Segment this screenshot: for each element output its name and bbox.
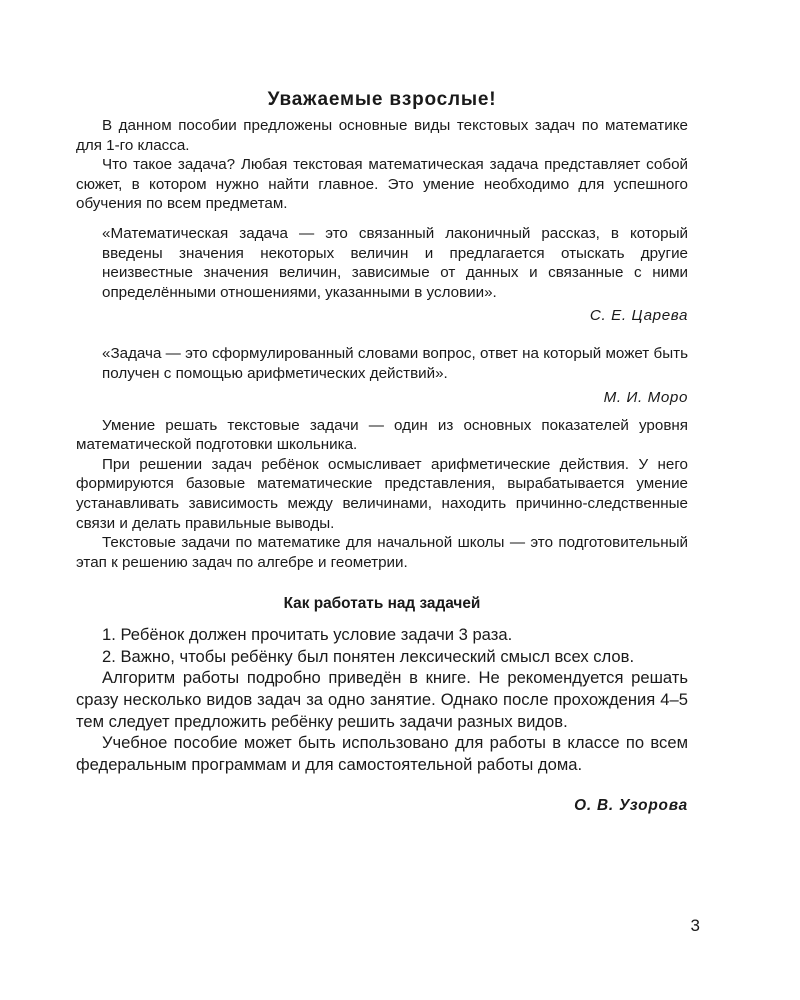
section-heading: Как работать над задачей (283, 595, 481, 613)
body-paragraph: Текстовые задачи по математике для начальной школы — это подготовительный этап к решению задач по алгебре и геометрии. (76, 534, 688, 571)
howto-paragraph: 2. Важно, чтобы ребёнку был понятен лексический смысл всех слов. (102, 646, 635, 666)
body-paragraph: Умение решать текстовые задачи — один из основных показателей уровня математической подготовки школьника. (76, 416, 688, 454)
quote-author: С. Е. Царева (589, 307, 688, 325)
intro-paragraph: В данном пособии предложены основные виды текстовых задач по математике для 1-го класса. (76, 117, 688, 154)
intro-section (76, 116, 688, 214)
page-title: Уважаемые взрослые! (267, 89, 497, 110)
howto-paragraph: Учебное пособие может быть использовано для работы в классе по всем федеральным программам и для самостоятельной работы дома. (76, 733, 688, 774)
page-content (76, 88, 688, 815)
quote-tsareva (76, 224, 688, 326)
body-paragraph: При решении задач ребёнок осмысливает арифметические действия. У него формируются базовые математические представления, вырабатывается умение устанавливать зависимость между величинами, находить причинно-следственные связи и делать правильные выводы. (76, 455, 688, 532)
howto-paragraph: Алгоритм работы подробно приведён в книге. Не рекомендуется решать сразу несколько видов задач за одно занятие. Однако после прохождения 4–5 тем следует предложить ребёнку решить задачи разных видов. (76, 668, 688, 731)
intro-paragraph: Что такое задача? Любая текстовая математическая задача представляет собой сюжет, в котором нужно найти главное. Это умение необходимо для успешного обучения по всем предметам. (76, 156, 688, 213)
howto-paragraph: 1. Ребёнок должен прочитать условие задачи 3 раза. (102, 625, 513, 645)
page-number: 3 (690, 916, 700, 935)
author-signature: О. В. Узорова (574, 797, 688, 815)
quote-text: «Математическая задача — это связанный лаконичный рассказ, в который введены значения некоторых величин и предлагается отыскать другие неизвестные значения величин, зависимые от данных и связанные с ними определёнными отношениями, указанными в условии». (102, 224, 688, 301)
quote-text: «Задача — это сформулированный словами вопрос, ответ на который может быть получен с помощью арифметических действий». (102, 345, 688, 382)
quote-moro (76, 344, 688, 407)
quote-author: М. И. Моро (603, 388, 688, 406)
body-section (76, 416, 688, 573)
howto-section (76, 624, 688, 775)
